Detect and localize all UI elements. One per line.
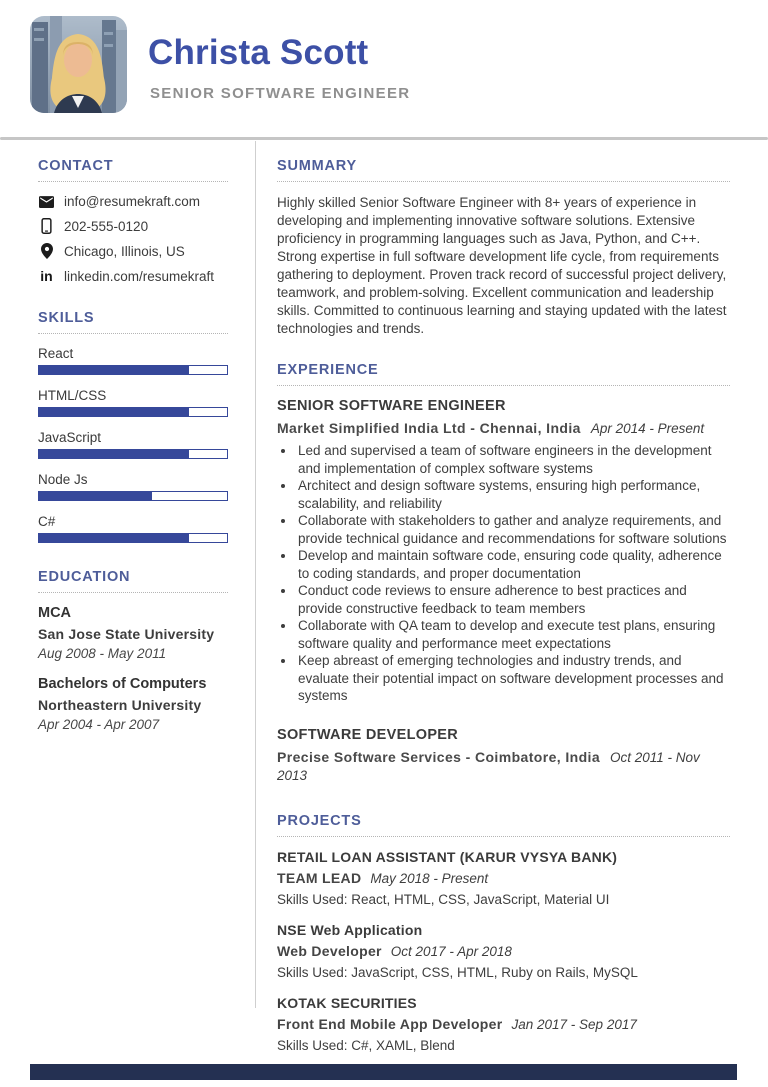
education-item bbox=[38, 605, 228, 661]
experience-section bbox=[277, 362, 730, 785]
phone-icon bbox=[38, 218, 55, 234]
job-bullet: • Keep abreast of emerging technologies and industry trends, and evaluate their potential impact on software development processes and systems bbox=[296, 652, 730, 705]
skill-bar bbox=[38, 449, 228, 459]
header-divider bbox=[0, 137, 768, 140]
projects-section-title: PROJECTS bbox=[277, 813, 730, 837]
skill-item bbox=[38, 430, 228, 459]
experience-item bbox=[277, 398, 730, 705]
project-role: TEAM LEAD bbox=[277, 869, 362, 886]
project-dates: May 2018 - Present bbox=[370, 870, 489, 886]
project-item bbox=[277, 849, 730, 907]
project-name: KOTAK SECURITIES bbox=[277, 994, 417, 1011]
education-dates: Aug 2008 - May 2011 bbox=[38, 646, 167, 661]
job-company-line bbox=[277, 420, 730, 438]
skill-item bbox=[38, 472, 228, 501]
contact-section bbox=[38, 158, 228, 284]
projects-section bbox=[277, 813, 730, 1053]
contact-item-phone bbox=[38, 218, 228, 234]
skills-section bbox=[38, 310, 228, 543]
education-school: San Jose State University bbox=[38, 626, 215, 642]
experience-section-title: EXPERIENCE bbox=[277, 362, 730, 386]
project-role: Web Developer bbox=[277, 942, 382, 959]
job-bullet-list bbox=[277, 442, 730, 705]
summary-section-title: SUMMARY bbox=[277, 158, 730, 182]
job-dates: Oct 2011 - Nov 2013 bbox=[277, 749, 700, 783]
job-bullet: • Conduct code reviews to ensure adherence to best practices and provide constructive feedback to team members bbox=[296, 582, 730, 617]
job-bullet: • Led and supervised a team of software engineers in the development and implementation of complex software systems bbox=[296, 442, 730, 477]
education-section-title: EDUCATION bbox=[38, 569, 228, 593]
skill-bar-fill bbox=[39, 492, 152, 500]
project-dates: Jan 2017 - Sep 2017 bbox=[511, 1016, 637, 1032]
footer-accent-bar bbox=[30, 1064, 737, 1080]
skill-label: Node Js bbox=[38, 472, 88, 487]
contact-item-email bbox=[38, 194, 228, 209]
job-company-line bbox=[277, 749, 730, 785]
email-icon bbox=[38, 196, 55, 208]
skill-bar-fill bbox=[39, 450, 189, 458]
education-degree: Bachelors of Computers bbox=[38, 676, 207, 692]
project-role-line bbox=[277, 943, 730, 961]
education-degree: MCA bbox=[38, 605, 72, 621]
experience-item bbox=[277, 727, 730, 785]
project-name: RETAIL LOAN ASSISTANT (KARUR VYSYA BANK) bbox=[277, 848, 618, 865]
job-bullet: • Develop and maintain software code, ensuring code quality, adherence to coding standards, and proper documentation bbox=[296, 547, 730, 582]
job-bullet: • Architect and design software systems, ensuring high performance, scalability, and reliability bbox=[296, 477, 730, 512]
skill-bar-fill bbox=[39, 408, 189, 416]
job-company: Precise Software Services - Coimbatore, India bbox=[277, 748, 601, 765]
project-item bbox=[277, 922, 730, 980]
skill-bar-fill bbox=[39, 534, 189, 542]
project-role: Front End Mobile App Developer bbox=[277, 1015, 503, 1032]
skill-item bbox=[38, 514, 228, 543]
profile-photo-illustration bbox=[30, 16, 127, 113]
project-skills-used: Skills Used: JavaScript, CSS, HTML, Ruby on Rails, MySQL bbox=[277, 964, 638, 980]
main-content bbox=[277, 158, 730, 1079]
contact-location: Chicago, Illinois, US bbox=[64, 243, 185, 259]
project-skills-used: Skills Used: C#, XAML, Blend bbox=[277, 1037, 455, 1053]
skill-bar bbox=[38, 533, 228, 543]
skill-bar bbox=[38, 491, 228, 501]
skill-bar bbox=[38, 407, 228, 417]
contact-phone: 202-555-0120 bbox=[64, 218, 149, 234]
linkedin-icon: in bbox=[40, 268, 53, 284]
education-dates: Apr 2004 - Apr 2007 bbox=[38, 717, 160, 732]
contact-linkedin-url: linkedin.com/resumekraft bbox=[64, 268, 215, 284]
skill-label: JavaScript bbox=[38, 430, 102, 445]
candidate-name: Christa Scott bbox=[148, 33, 369, 72]
skill-label: React bbox=[38, 346, 74, 361]
skill-bar-fill bbox=[39, 366, 189, 374]
project-item bbox=[277, 995, 730, 1053]
skill-item bbox=[38, 388, 228, 417]
profile-photo bbox=[30, 16, 127, 113]
contact-item-linkedin bbox=[38, 268, 228, 284]
contact-section-title: CONTACT bbox=[38, 158, 228, 182]
skill-item bbox=[38, 346, 228, 375]
candidate-title: SENIOR SOFTWARE ENGINEER bbox=[150, 85, 411, 102]
column-divider bbox=[255, 141, 256, 1008]
job-bullet: • Collaborate with QA team to develop and execute test plans, ensuring software quality and performance meet expectations bbox=[296, 617, 730, 652]
sidebar bbox=[38, 158, 228, 758]
job-role: SOFTWARE DEVELOPER bbox=[277, 726, 459, 743]
skill-label: C# bbox=[38, 514, 56, 529]
skill-bar bbox=[38, 365, 228, 375]
summary-section bbox=[277, 158, 730, 338]
project-skills-used: Skills Used: React, HTML, CSS, JavaScript, Material UI bbox=[277, 891, 610, 907]
project-role-line bbox=[277, 870, 730, 888]
skill-label: HTML/CSS bbox=[38, 388, 107, 403]
summary-text: Highly skilled Senior Software Engineer with 8+ years of experience in developing and implementing innovative software solutions. Extensive proficiency in programming languages such as Java, Python, and C++. Strong expertise in full software development life cycle, from requirements gathering to deployment. Proven track record of successful project delivery, teamwork, and problem-solving. Excellent communication and leadership skills. Committed to continuous learning and staying updated with the latest technologies and trends. bbox=[277, 195, 727, 336]
project-dates: Oct 2017 - Apr 2018 bbox=[390, 943, 512, 959]
skills-section-title: SKILLS bbox=[38, 310, 228, 334]
contact-email: info@resumekraft.com bbox=[64, 194, 200, 209]
education-section bbox=[38, 569, 228, 732]
project-role-line bbox=[277, 1016, 730, 1034]
job-bullet: • Collaborate with stakeholders to gather and analyze requirements, and provide technical guidance and recommendations for software solutions bbox=[296, 512, 730, 547]
location-icon bbox=[38, 243, 55, 259]
job-dates: Apr 2014 - Present bbox=[590, 421, 705, 436]
education-item bbox=[38, 676, 228, 732]
job-role: SENIOR SOFTWARE ENGINEER bbox=[277, 398, 506, 414]
education-school: Northeastern University bbox=[38, 697, 202, 713]
project-name: NSE Web Application bbox=[277, 921, 423, 938]
contact-item-location bbox=[38, 243, 228, 259]
job-company: Market Simplified India Ltd - Chennai, India bbox=[277, 420, 581, 436]
